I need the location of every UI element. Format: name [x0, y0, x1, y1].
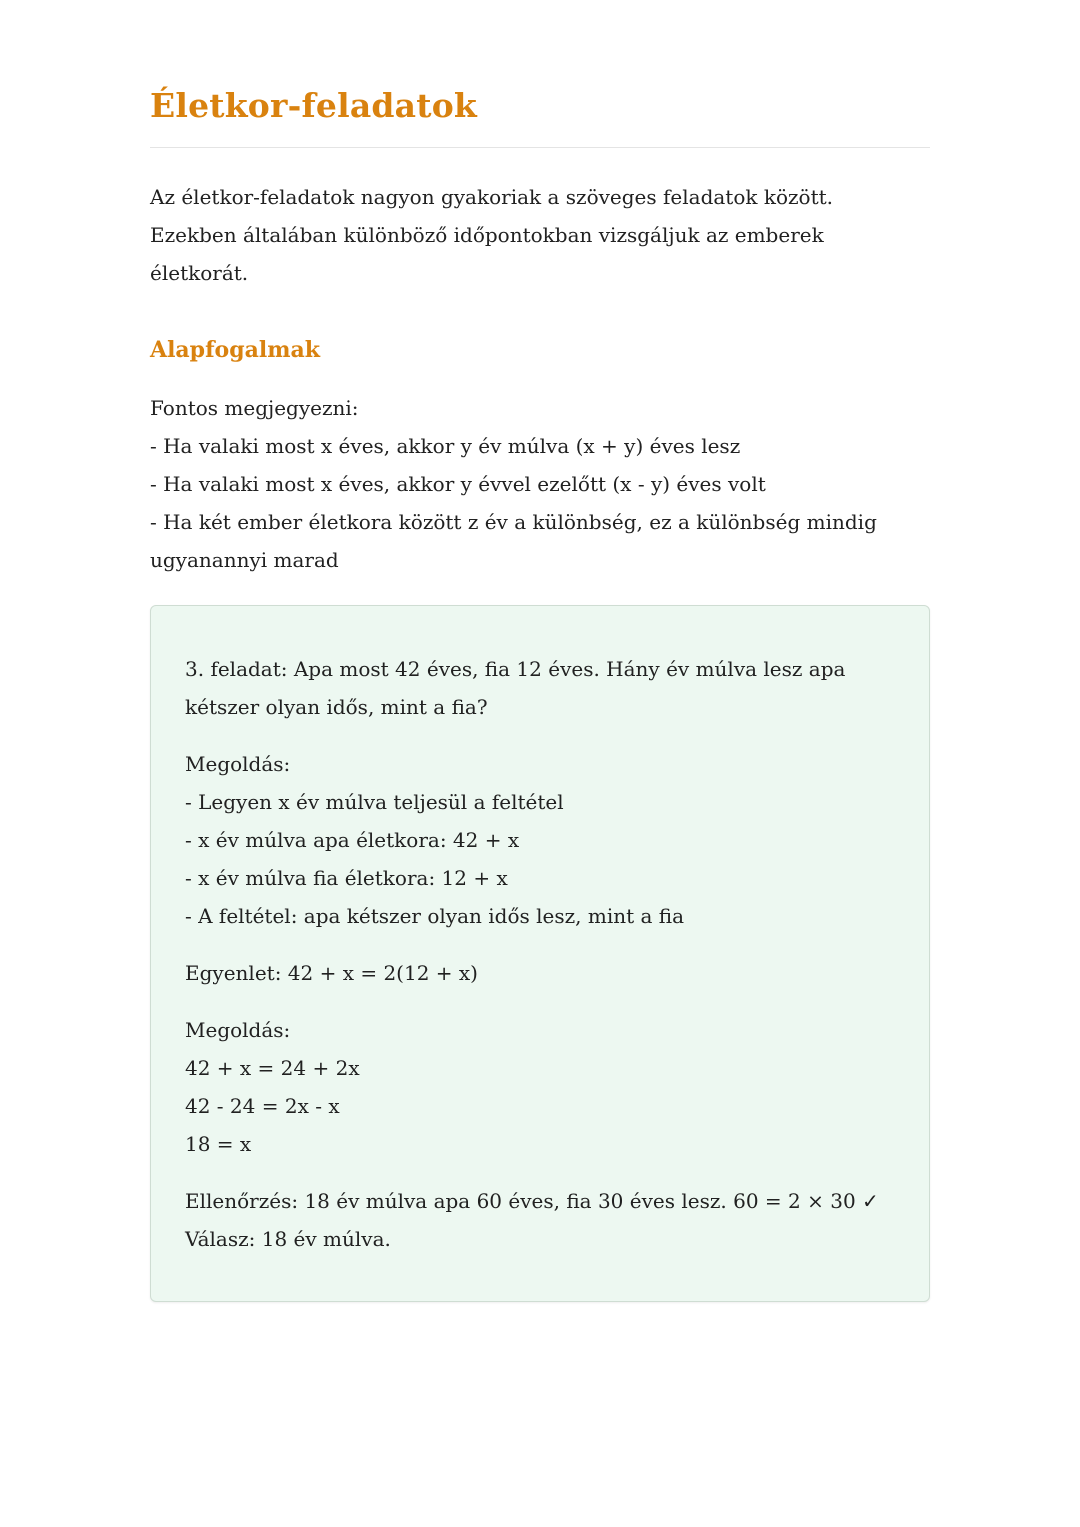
paragraph: [185, 1011, 895, 1163]
article-content: [150, 0, 930, 1302]
text-line: Az életkor-feladatok nagyon gyakoriak a szöveges feladatok között.: [150, 185, 834, 210]
paragraph: [185, 1182, 895, 1258]
text-line: - Ha valaki most x éves, akkor y év múlva (x + y) éves lesz: [150, 433, 741, 458]
text-line: - Legyen x év múlva teljesül a feltétel: [185, 789, 564, 814]
example-problem-box: [150, 605, 930, 1302]
page-title: Életkor-feladatok: [150, 86, 477, 125]
text-line: kétszer olyan idős, mint a fia?: [185, 694, 488, 719]
text-line: életkorát.: [150, 261, 249, 286]
text-line: ugyanannyi marad: [150, 547, 339, 572]
text-line: Válasz: 18 év múlva.: [185, 1226, 391, 1251]
text-line: 42 + x = 24 + 2x: [185, 1055, 360, 1080]
intro-paragraph: [150, 178, 930, 292]
text-line: Egyenlet: 42 + x = 2(12 + x): [185, 960, 478, 985]
text-line: 18 = x: [185, 1131, 252, 1156]
text-line: Megoldás:: [185, 1017, 291, 1042]
text-line: Megoldás:: [185, 751, 291, 776]
text-line: - x év múlva apa életkora: 42 + x: [185, 827, 520, 852]
text-line: Ezekben általában különböző időpontokban vizsgáljuk az emberek: [150, 223, 824, 248]
section-heading-alapfogalmak: Alapfogalmak: [150, 337, 320, 364]
text-line: - Ha valaki most x éves, akkor y évvel ezelőtt (x - y) éves volt: [150, 471, 766, 496]
text-line: 42 - 24 = 2x - x: [185, 1093, 340, 1118]
text-line: Ellenőrzés: 18 év múlva apa 60 éves, fia 30 éves lesz. 60 = 2 × 30 ✓: [185, 1188, 879, 1213]
paragraph: [185, 650, 895, 726]
text-line: Fontos megjegyezni:: [150, 395, 359, 420]
paragraph: [185, 745, 895, 935]
paragraph: [185, 954, 895, 992]
notes-paragraph: [150, 389, 930, 579]
text-line: - x év múlva fia életkora: 12 + x: [185, 865, 508, 890]
text-line: 3. feladat: Apa most 42 éves, fia 12 éves. Hány év múlva lesz apa: [185, 656, 846, 681]
text-line: - Ha két ember életkora között z év a különbség, ez a különbség mindig: [150, 509, 877, 534]
text-line: - A feltétel: apa kétszer olyan idős lesz, mint a fia: [185, 903, 685, 928]
title-divider: [150, 147, 930, 148]
